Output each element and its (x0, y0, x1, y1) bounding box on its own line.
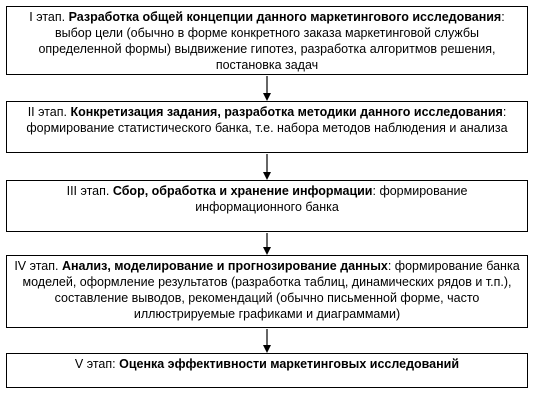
stage-2-title: Конкретизация задания, разработка методики данного исследования (70, 105, 503, 119)
stage-1-prefix: I этап. (29, 10, 69, 24)
stage-2-prefix: II этап. (27, 105, 71, 119)
arrow-3-to-4 (263, 233, 271, 255)
arrow-2-to-3 (263, 154, 271, 180)
stage-2-body: : формирование статистического банка, т.е. набора методов наблюдения и анализа (26, 105, 508, 135)
stage-3-title: Сбор, обработка и хранение информации (112, 184, 373, 198)
stage-1-title: Разработка общей концепции данного маркетингового исследования (68, 10, 502, 24)
arrow-1-to-2 (263, 76, 271, 101)
stage-4-body: : формирование банка моделей, оформление результатов (разработка таблиц, динамических рядов и т.п.), составление выводов, рекомендаций (обычно письменной форме, часто иллюстрируемые графиками и диаграммами) (22, 259, 520, 321)
stage-5-title: Оценка эффективности маркетинговых исследований (119, 357, 460, 371)
stage-4-prefix: IV этап. (14, 259, 62, 273)
stage-3-body: : формирование информационного банка (195, 184, 468, 214)
stage-1-body: : выбор цели (обычно в форме конкретного заказа маркетинговой службы определенной формы) выдвижение гипотез, разработка алгоритмов решения, постановка задач (38, 10, 505, 72)
stage-4-title: Анализ, моделирование и прогнозирование данных (61, 259, 388, 273)
arrow-4-to-5 (263, 329, 271, 353)
stage-3-prefix: III этап. (66, 184, 113, 198)
stage-5-prefix: V этап: (74, 357, 120, 371)
